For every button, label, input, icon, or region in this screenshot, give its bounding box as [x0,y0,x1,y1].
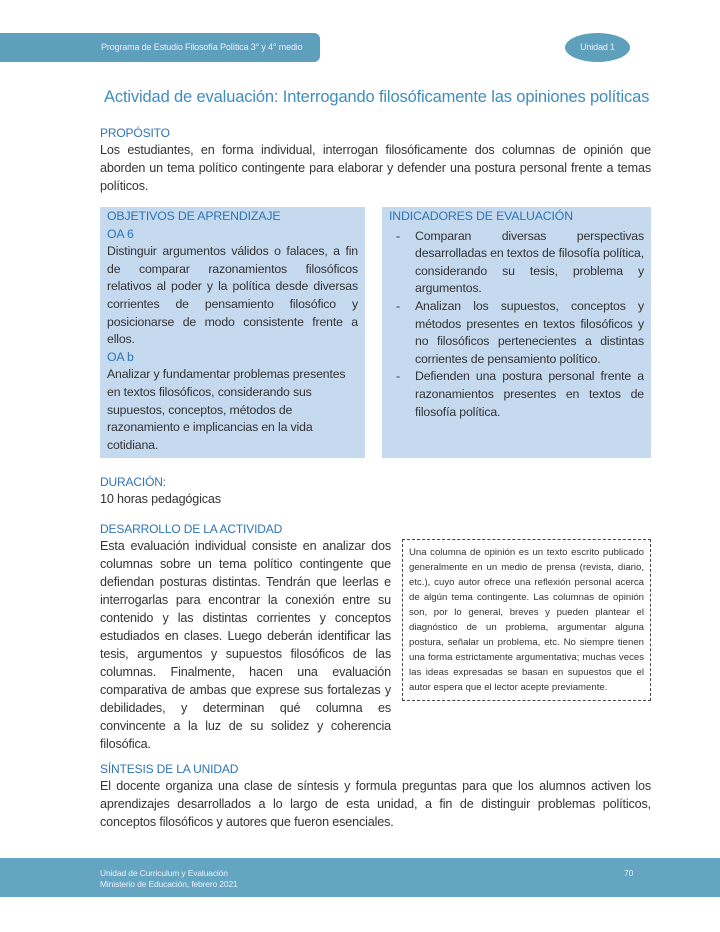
objetivos-box [100,207,365,458]
note-box: Una columna de opinión es un texto escrito publicado generalmente en un medio de prensa (revista, diario, etc.), cuyo autor ofrece una reflexión personal acerca de algún tema contingente. Las columnas de opinión son, por lo general, breves y pueden plantear el diagnóstico de un problema, argumentar alguna postura, señalar un problema, etc. No siempre tienen una forma estrictamente argumentativa; muchas veces las ideas expresadas se basan en supuestos que el autor espera que el lector acepte previamente. [402,539,651,701]
sintesis-heading: SÍNTESIS DE LA UNIDAD [100,762,239,777]
footer-bar [0,858,720,897]
list-item: - Defienden una postura personal frente a razonamientos presentes en textos de filosofía política. [389,368,644,421]
sintesis-text: El docente organiza una clase de síntesis y formula preguntas para que los alumnos activen los aprendizajes desarrollados a lo largo de esta unidad, a fin de distinguir problemas políticos, conceptos filosóficos y autores que fueron esenciales. [100,779,651,830]
oa6-label: OA 6 [107,226,134,241]
footer-line1: Unidad de Curriculum y Evaluación [100,868,228,878]
page-title: Actividad de evaluación: Interrogando filosóficamente las opiniones políticas [104,88,650,106]
page-content [0,88,720,831]
indicadores-list [389,228,644,422]
header-bar [0,33,320,62]
objectives-indicators [100,207,651,458]
sintesis-section [100,761,651,831]
footer-line2: Ministerio de Educación, febrero 2021 [100,879,238,889]
proposito-text: Los estudiantes, en forma individual, interrogan filosóficamente dos columnas de opinión que aborden un tema político contingente para elaborar y defender una postura personal frente a temas políticos. [100,143,651,193]
unit-badge: Unidad 1 [565,33,630,62]
page-number: 70 [624,868,634,878]
list-item: - Comparan diversas perspectivas desarrolladas en textos de filosofía política, considerando su tesis, problema y argumentos. [389,228,644,298]
indicadores-heading: INDICADORES DE EVALUACIÓN [389,209,573,223]
program-title: Programa de Estudio Filosofía Política 3° y 4° medio [101,42,303,52]
list-item: - Analizan los supuestos, conceptos y métodos presentes en textos filosóficos y no filosóficos pertenecientes a distintas corrientes de pensamiento político. [389,298,644,368]
desarrollo-heading: DESARROLLO DE LA ACTIVIDAD [100,522,283,537]
indicadores-box [382,207,651,458]
oab-label: OA b [107,349,134,364]
duracion-section [100,474,651,508]
proposito-section [100,125,651,195]
objetivos-heading: OBJETIVOS DE APRENDIZAJE [107,209,281,223]
desarrollo-section [100,521,651,753]
oa6-text: Distinguir argumentos válidos o falaces, a fin de comparar razonamientos filosóficos relativos al poder y la política desde diversas corrientes de pensamiento filosófico y posicionarse de modo consistente frente a ellos. [107,244,358,347]
spacer [0,831,720,851]
page-header [0,33,720,95]
duracion-text: 10 horas pedagógicas [100,492,221,507]
oab-text: Analizar y fundamentar problemas presentes en textos filosóficos, considerando sus supuestos, conceptos, métodos de razonamiento e implicancias en la vida cotidiana. [107,367,346,452]
desarrollo-body [100,537,651,753]
desarrollo-text: Esta evaluación individual consiste en analizar dos columnas sobre un tema político contingente que defiendan posturas distintas. Tendrán que leerlas e interrogarlas para encontrar la conexión entre su contenido y las distintas corrientes y conceptos estudiados en clases. Luego deberán identificar las tesis, argumentos y supuestos filosóficos de las columnas. Finalmente, hacen una evaluación comparativa de ambas que exprese sus fortalezas y debilidades, y determinan qué columna es convincente a la luz de su solidez y coherencia filosófica. [100,539,391,752]
duracion-heading: DURACIÓN: [100,475,166,490]
proposito-heading: PROPÓSITO [100,126,170,140]
